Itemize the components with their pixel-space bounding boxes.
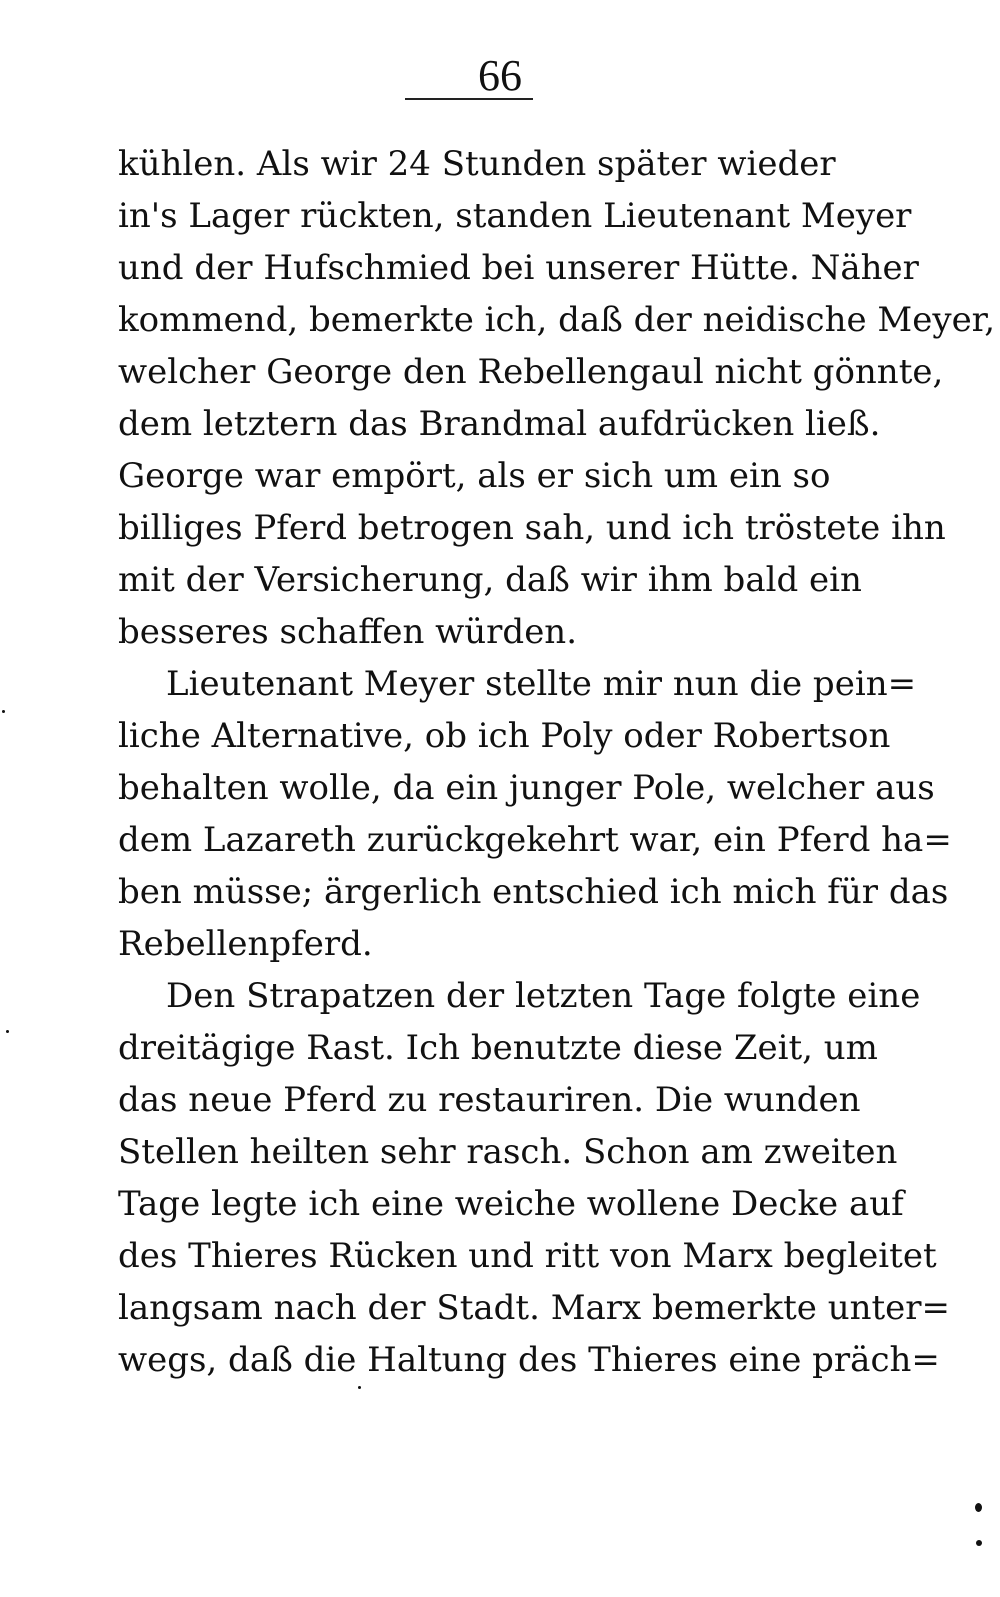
text-line: langsam nach der Stadt. Marx bemerkte unter= (118, 1288, 951, 1328)
scan-speck (975, 1503, 982, 1512)
text-line: mit der Versicherung, daß wir ihm bald ein (118, 560, 862, 600)
scan-speck (6, 1030, 9, 1033)
text-line: Tage legte ich eine weiche wollene Decke auf (118, 1184, 904, 1224)
text-line: dem Lazareth zurückgekehrt war, ein Pferd ha= (118, 820, 952, 860)
paragraph (118, 970, 951, 1386)
text-line: Den Strapatzen der letzten Tage folgte eine (166, 976, 921, 1016)
page-number: 66 (478, 51, 522, 100)
text-line: billiges Pferd betrogen sah, und ich tröstete ihn (118, 508, 946, 548)
text-line: dreitägige Rast. Ich benutzte diese Zeit, um (118, 1028, 878, 1068)
paragraph (118, 658, 952, 970)
text-line: kommend, bemerkte ich, daß der neidische Meyer, (118, 300, 996, 340)
text-line: wegs, daß die Haltung des Thieres eine präch= (118, 1340, 940, 1380)
body-text (118, 138, 996, 1386)
text-line: Rebellenpferd. (118, 924, 373, 964)
text-line: besseres schaffen würden. (118, 612, 578, 652)
text-line: Stellen heilten sehr rasch. Schon am zweiten (118, 1132, 898, 1172)
scan-speck (2, 710, 5, 713)
text-line: ben müsse; ärgerlich entschied ich mich für das (118, 872, 949, 912)
text-line: dem letztern das Brandmal aufdrücken ließ. (118, 404, 881, 444)
scan-speck (358, 1386, 361, 1389)
header-rule (405, 98, 533, 100)
text-line: welcher George den Rebellengaul nicht gönnte, (118, 352, 944, 392)
text-line: in's Lager rückten, standen Lieutenant Meyer (118, 196, 912, 236)
text-line: liche Alternative, ob ich Poly oder Robertson (118, 716, 891, 756)
text-line: und der Hufschmied bei unserer Hütte. Näher (118, 248, 919, 288)
text-line: behalten wolle, da ein junger Pole, welcher aus (118, 768, 935, 808)
text-line: Lieutenant Meyer stellte mir nun die pein= (166, 664, 917, 704)
paragraph (118, 138, 996, 658)
text-line: kühlen. Als wir 24 Stunden später wieder (118, 144, 836, 184)
scan-speck (976, 1540, 982, 1546)
text-line: das neue Pferd zu restauriren. Die wunden (118, 1080, 861, 1120)
text-line: des Thieres Rücken und ritt von Marx begleitet (118, 1236, 937, 1276)
text-line: George war empört, als er sich um ein so (118, 456, 831, 496)
